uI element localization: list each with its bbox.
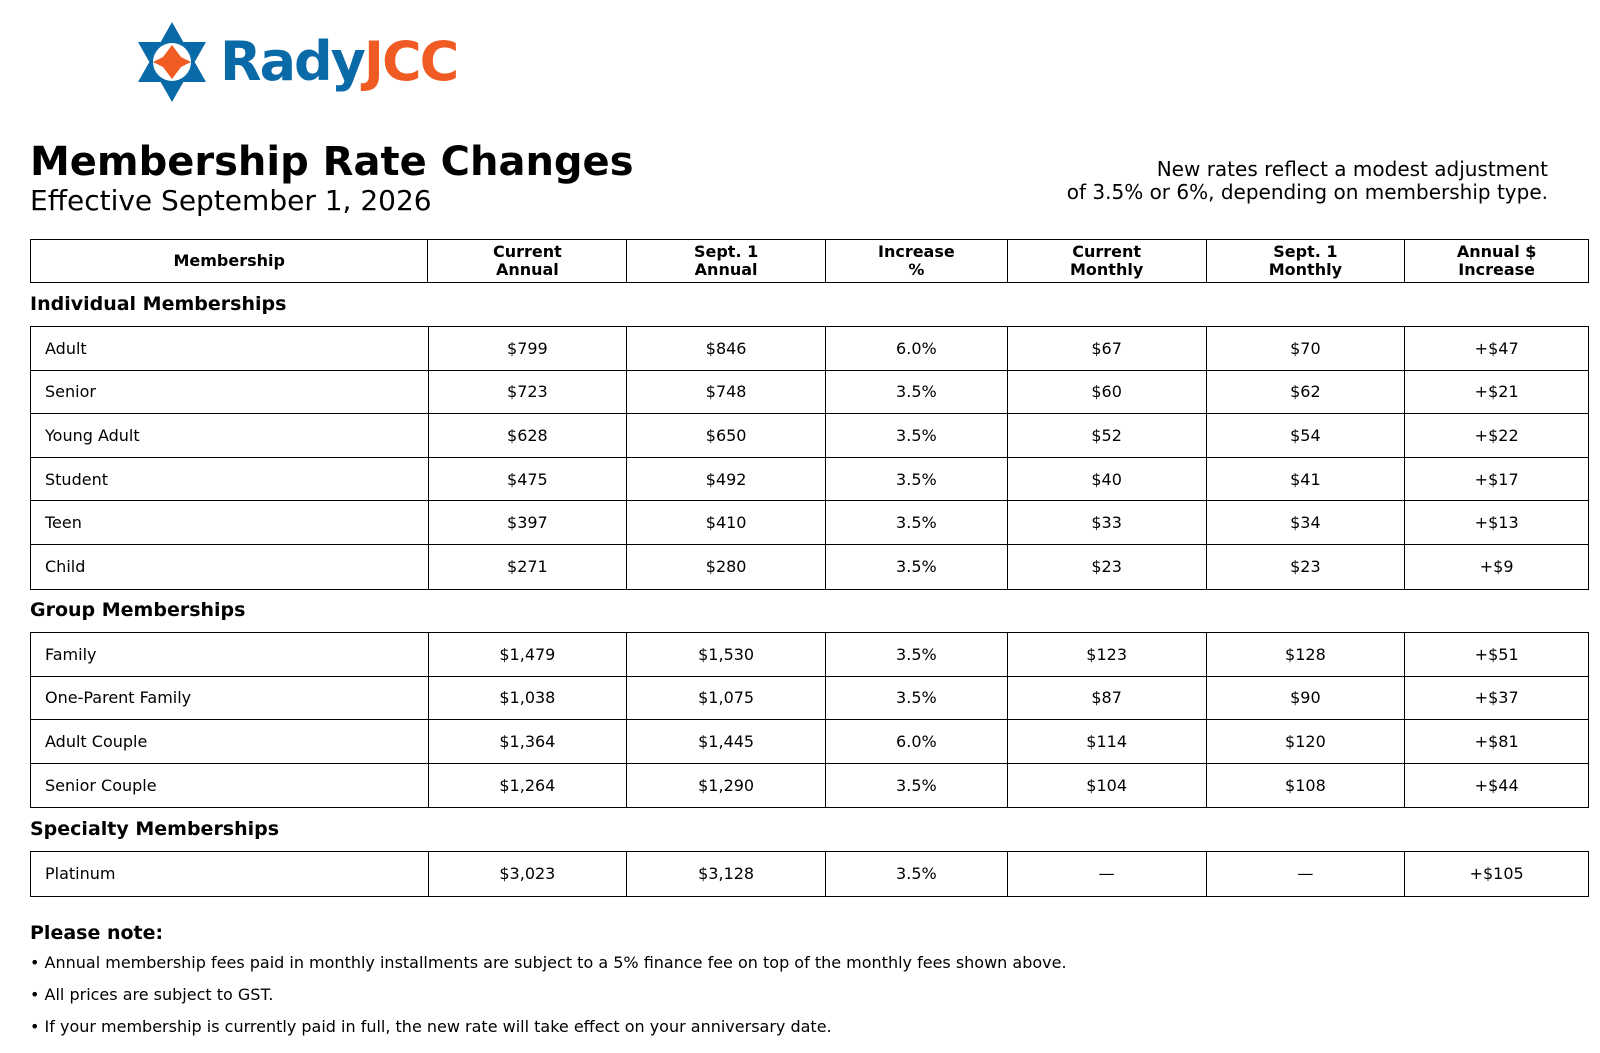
cell-sept1-monthly: $34 — [1207, 501, 1406, 544]
cell-increase-percent: 3.5% — [826, 852, 1008, 896]
cell-current-annual: $1,038 — [429, 677, 628, 720]
cell-sept1-monthly: $41 — [1207, 458, 1406, 501]
cell-increase-percent: 6.0% — [826, 327, 1008, 370]
table-row — [31, 501, 1588, 545]
cell-annual-increase: +$22 — [1474, 425, 1519, 445]
cell-membership: Senior Couple — [31, 764, 429, 808]
cell-sept1-monthly: $120 — [1207, 720, 1406, 763]
notes-title: Please note: — [30, 922, 164, 944]
table-row — [31, 720, 1588, 764]
cell-current-monthly: $33 — [1008, 501, 1207, 544]
cell-sept1-monthly: $108 — [1207, 764, 1406, 808]
cell-annual-increase: +$17 — [1474, 469, 1519, 489]
cell-current-monthly: $87 — [1008, 677, 1207, 720]
cell-current-annual: $1,364 — [429, 720, 628, 763]
rate-adjustment-note-line-1: New rates reflect a modest adjustment — [1156, 157, 1548, 181]
section-title-individual: Individual Memberships — [30, 293, 287, 315]
column-header-annual-increase: Annual $ Increase — [1456, 242, 1537, 279]
column-header-sept1-monthly: Sept. 1 Monthly — [1207, 240, 1406, 282]
cell-annual-increase: +$9 — [1479, 557, 1514, 577]
cell-current-annual: $271 — [429, 545, 628, 589]
cell-current-monthly: $23 — [1008, 545, 1207, 589]
table-header — [30, 239, 1589, 283]
table-row — [31, 633, 1588, 677]
logo-wordmark — [220, 30, 458, 93]
cell-increase-percent: 3.5% — [826, 764, 1008, 808]
note-item: • All prices are subject to GST. — [30, 985, 1067, 1017]
cell-increase-percent: 3.5% — [826, 458, 1008, 501]
cell-increase-percent: 3.5% — [826, 414, 1008, 457]
table-row — [31, 327, 1588, 371]
cell-sept1-monthly: $128 — [1207, 633, 1406, 676]
cell-membership: Adult — [31, 327, 429, 370]
cell-sept1-annual: $492 — [627, 458, 826, 501]
cell-current-monthly: $40 — [1008, 458, 1207, 501]
cell-sept1-monthly: — — [1207, 852, 1406, 896]
cell-current-annual: $397 — [429, 501, 628, 544]
rate-adjustment-note — [928, 158, 1548, 204]
cell-membership: Senior — [31, 371, 429, 414]
cell-membership: Student — [31, 458, 429, 501]
cell-current-monthly: $60 — [1008, 371, 1207, 414]
table-row — [31, 371, 1588, 415]
cell-sept1-annual: $1,445 — [627, 720, 826, 763]
cell-increase-percent: 6.0% — [826, 720, 1008, 763]
cell-sept1-monthly: $54 — [1207, 414, 1406, 457]
cell-increase-percent: 3.5% — [826, 501, 1008, 544]
cell-annual-increase: +$51 — [1474, 644, 1519, 664]
cell-membership: Adult Couple — [31, 720, 429, 763]
cell-sept1-annual: $1,290 — [627, 764, 826, 808]
cell-membership: Platinum — [31, 852, 429, 896]
cell-sept1-annual: $1,530 — [627, 633, 826, 676]
cell-current-annual: $3,023 — [429, 852, 628, 896]
cell-current-monthly: $52 — [1008, 414, 1207, 457]
cell-sept1-annual: $650 — [627, 414, 826, 457]
cell-current-monthly: $67 — [1008, 327, 1207, 370]
column-header-current-monthly: Current Monthly — [1008, 240, 1207, 282]
cell-sept1-annual: $410 — [627, 501, 826, 544]
cell-membership: Teen — [31, 501, 429, 544]
table-row — [31, 677, 1588, 721]
logo-text-rady: Rady — [220, 30, 364, 93]
cell-sept1-annual: $748 — [627, 371, 826, 414]
cell-increase-percent: 3.5% — [826, 371, 1008, 414]
cell-sept1-annual: $1,075 — [627, 677, 826, 720]
column-header-sept1-annual: Sept. 1 Annual — [627, 240, 826, 282]
cell-current-annual: $1,479 — [429, 633, 628, 676]
cell-current-annual: $628 — [429, 414, 628, 457]
star-of-david-logo-icon — [130, 20, 214, 104]
note-item: • Annual membership fees paid in monthly installments are subject to a 5% finance fee on top of the monthly fees shown above. — [30, 953, 1067, 985]
cell-increase-percent: 3.5% — [826, 677, 1008, 720]
cell-current-annual: $799 — [429, 327, 628, 370]
page-subtitle: Effective September 1, 2026 — [30, 184, 432, 217]
cell-sept1-monthly: $70 — [1207, 327, 1406, 370]
notes-list — [30, 953, 1067, 1049]
section-title-specialty: Specialty Memberships — [30, 818, 280, 840]
cell-sept1-monthly: $62 — [1207, 371, 1406, 414]
cell-sept1-monthly: $23 — [1207, 545, 1406, 589]
cell-sept1-annual: $846 — [627, 327, 826, 370]
cell-current-annual: $723 — [429, 371, 628, 414]
table-group-group — [30, 632, 1589, 808]
cell-current-monthly: $123 — [1008, 633, 1207, 676]
table-row — [31, 414, 1588, 458]
cell-increase-percent: 3.5% — [826, 545, 1008, 589]
cell-annual-increase: +$81 — [1474, 731, 1519, 751]
logo-text-jcc: JCC — [363, 30, 458, 93]
rate-adjustment-note-line-2: of 3.5% or 6%, depending on membership type. — [1066, 180, 1548, 204]
cell-annual-increase: +$37 — [1474, 688, 1519, 708]
cell-membership: Family — [31, 633, 429, 676]
column-header-membership: Membership — [31, 240, 428, 282]
column-header-increase-percent: Increase % — [826, 240, 1008, 282]
cell-annual-increase: +$13 — [1474, 513, 1519, 533]
page-title: Membership Rate Changes — [30, 139, 634, 185]
cell-membership: Young Adult — [31, 414, 429, 457]
cell-sept1-monthly: $90 — [1207, 677, 1406, 720]
cell-membership: One-Parent Family — [31, 677, 429, 720]
cell-annual-increase: +$105 — [1469, 864, 1524, 884]
table-row — [31, 764, 1588, 808]
cell-membership: Child — [31, 545, 429, 589]
cell-annual-increase: +$21 — [1474, 382, 1519, 402]
cell-sept1-annual: $3,128 — [627, 852, 826, 896]
cell-annual-increase: +$44 — [1474, 776, 1519, 796]
cell-sept1-annual: $280 — [627, 545, 826, 589]
note-item: • If your membership is currently paid in full, the new rate will take effect on your anniversary date. — [30, 1017, 1067, 1049]
table-row — [31, 545, 1588, 589]
cell-current-annual: $1,264 — [429, 764, 628, 808]
rady-jcc-logo — [130, 20, 457, 104]
table-row — [31, 458, 1588, 502]
cell-current-monthly: $104 — [1008, 764, 1207, 808]
cell-current-annual: $475 — [429, 458, 628, 501]
cell-current-monthly: — — [1008, 852, 1207, 896]
section-title-group: Group Memberships — [30, 599, 246, 621]
cell-current-monthly: $114 — [1008, 720, 1207, 763]
table-row — [31, 852, 1588, 896]
table-group-specialty — [30, 851, 1589, 897]
cell-increase-percent: 3.5% — [826, 633, 1008, 676]
column-header-current-annual: Current Annual — [428, 240, 627, 282]
cell-annual-increase: +$47 — [1474, 338, 1519, 358]
table-group-individual — [30, 326, 1589, 590]
